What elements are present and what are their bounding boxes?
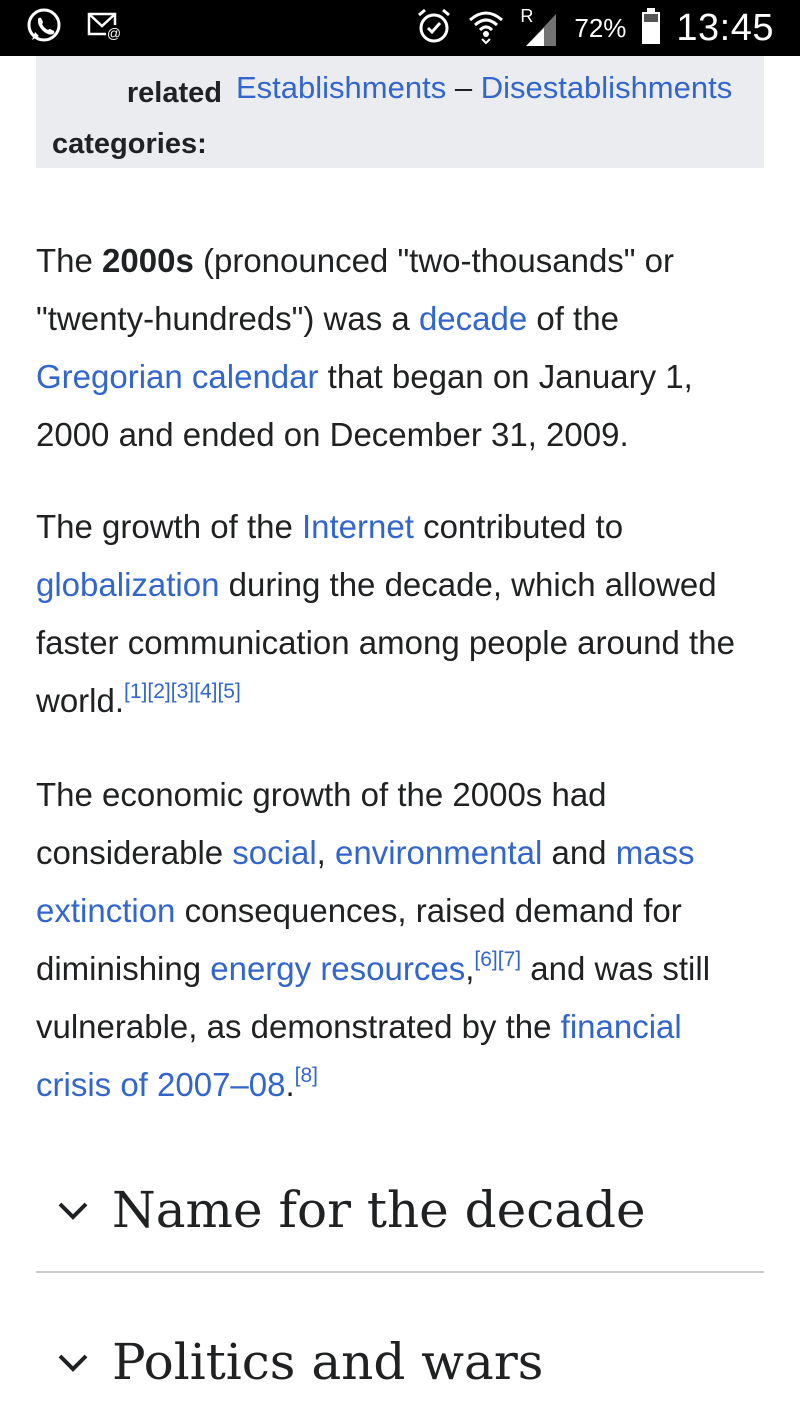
battery-icon bbox=[640, 6, 662, 51]
citation-5[interactable]: [5] bbox=[217, 680, 241, 703]
text: and was still vulnerable, as demonstrated by the bbox=[36, 950, 711, 1045]
globalization-link[interactable]: globalization bbox=[36, 566, 220, 603]
financial-crisis-link[interactable]: financial crisis of 2007–08 bbox=[36, 1008, 682, 1103]
citation-4[interactable]: [4] bbox=[194, 680, 218, 703]
infobox-separator: – bbox=[446, 70, 481, 105]
citation-2[interactable]: [2] bbox=[147, 680, 171, 703]
section-divider bbox=[36, 1271, 764, 1273]
text: during the decade, which allowed faster communication among people around the world. bbox=[36, 566, 735, 719]
text: contributed to bbox=[413, 508, 624, 545]
bold-term: 2000s bbox=[102, 242, 194, 279]
text: (pronounced "two-thousands" or "twenty-hundreds") was a bbox=[36, 242, 675, 337]
infobox-value bbox=[236, 68, 732, 108]
disestablishments-link[interactable]: Disestablishments bbox=[480, 70, 733, 105]
intro-paragraph-2 bbox=[36, 498, 764, 730]
section-name-for-the-decade[interactable] bbox=[36, 1164, 764, 1264]
citation-group bbox=[124, 680, 241, 703]
intro-paragraph-1 bbox=[36, 232, 764, 464]
text: , bbox=[465, 950, 475, 987]
citation-7[interactable]: [7] bbox=[497, 948, 522, 971]
signal-roaming-icon bbox=[520, 8, 560, 48]
status-bar bbox=[0, 0, 800, 56]
wifi-icon bbox=[466, 6, 506, 51]
text: and bbox=[542, 834, 616, 871]
text: consequences, raised demand for diminishing bbox=[36, 892, 682, 987]
alarm-icon bbox=[416, 6, 452, 51]
infobox-label-line2: categories: bbox=[52, 128, 207, 160]
text: , bbox=[316, 834, 336, 871]
citation-6[interactable]: [6] bbox=[474, 948, 498, 971]
chevron-down-icon[interactable] bbox=[56, 1194, 90, 1228]
clock: 13:45 bbox=[676, 6, 774, 49]
svg-text:@: @ bbox=[106, 24, 122, 41]
environmental-link[interactable]: environmental bbox=[335, 834, 543, 871]
roaming-indicator: R bbox=[520, 6, 534, 26]
text: The bbox=[36, 242, 103, 279]
text: that began on January 1, 2000 and ended on December 31, 2009. bbox=[36, 358, 693, 453]
internet-link[interactable]: Internet bbox=[301, 508, 414, 545]
mass-extinction-link[interactable]: mass extinction bbox=[36, 834, 695, 929]
intro-paragraph-3 bbox=[36, 766, 764, 1114]
citation-3[interactable]: [3] bbox=[170, 680, 195, 703]
infobox-label bbox=[50, 68, 222, 160]
section-politics-and-wars[interactable] bbox=[36, 1316, 764, 1416]
gregorian-calendar-link[interactable]: Gregorian calendar bbox=[36, 358, 319, 395]
social-link[interactable]: social bbox=[232, 834, 317, 871]
infobox-label-line1: related bbox=[126, 77, 222, 109]
text: . bbox=[285, 1066, 295, 1103]
section-heading: Politics and wars bbox=[112, 1333, 544, 1391]
citation-1[interactable]: [1] bbox=[124, 680, 148, 703]
citation-group bbox=[295, 1064, 318, 1087]
citation-8[interactable]: [8] bbox=[294, 1064, 319, 1087]
text: The growth of the bbox=[36, 508, 302, 545]
citation-group bbox=[474, 948, 521, 971]
infobox-related-categories bbox=[36, 56, 764, 168]
text: of the bbox=[527, 300, 619, 337]
establishments-link[interactable]: Establishments bbox=[236, 70, 447, 105]
whatsapp-icon bbox=[24, 6, 64, 51]
decade-link[interactable]: decade bbox=[418, 300, 528, 337]
energy-resources-link[interactable]: energy resources bbox=[210, 950, 466, 987]
section-heading: Name for the decade bbox=[112, 1181, 646, 1239]
battery-percent: 72% bbox=[574, 12, 627, 43]
text: The economic growth of the 2000s had considerable bbox=[36, 776, 607, 871]
chevron-down-icon[interactable] bbox=[56, 1346, 90, 1380]
email-notification-icon bbox=[86, 6, 126, 51]
